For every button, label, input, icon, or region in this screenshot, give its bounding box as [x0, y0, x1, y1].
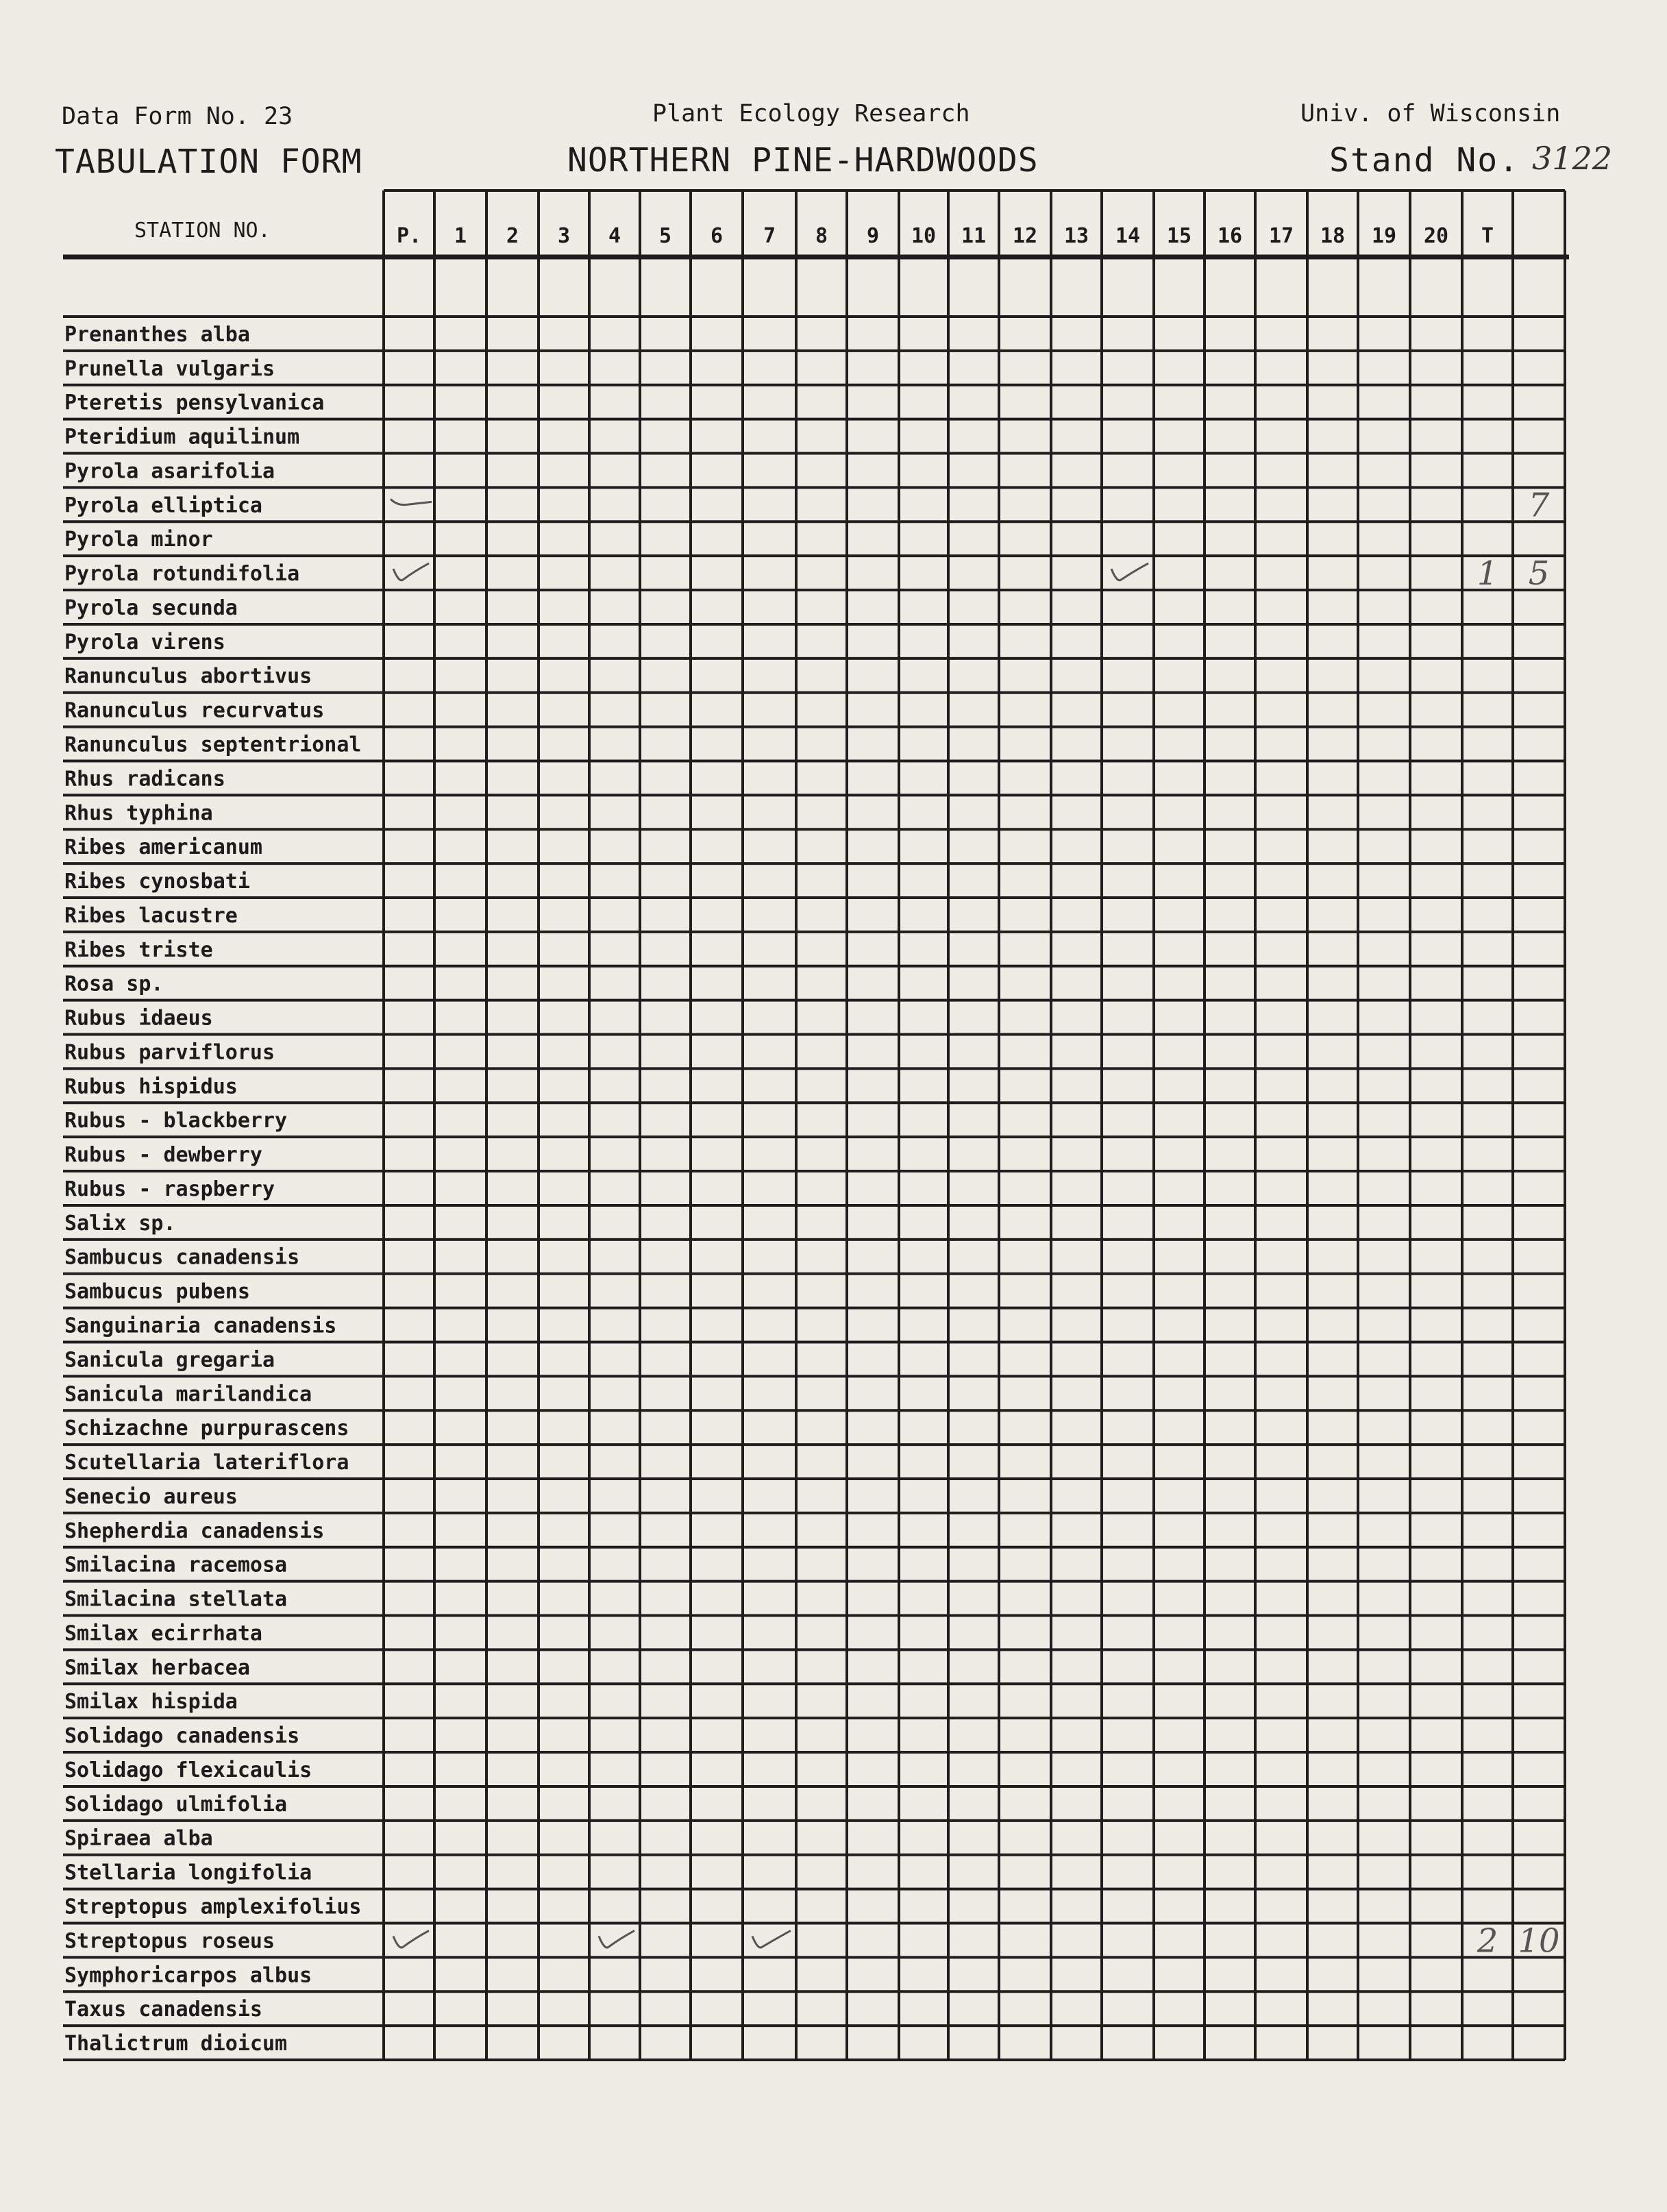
- column-header: 20: [1423, 224, 1449, 248]
- tick-mark: [391, 499, 432, 504]
- column-header: 2: [506, 224, 519, 248]
- column-header: 19: [1371, 224, 1397, 248]
- species-name: Smilax ecirrhata: [64, 1621, 262, 1646]
- species-name: Rosa sp.: [64, 972, 164, 996]
- species-name: Pyrola virens: [64, 630, 225, 654]
- column-header: 10: [911, 224, 937, 248]
- species-name: Pyrola secunda: [64, 595, 238, 620]
- species-name: Ribes americanum: [64, 835, 262, 860]
- species-name: Rubus - dewberry: [64, 1143, 262, 1168]
- species-name: Scutellaria lateriflora: [64, 1451, 349, 1475]
- species-name: Sanicula gregaria: [64, 1348, 275, 1373]
- species-name: Pyrola minor: [64, 528, 213, 552]
- column-header: 13: [1063, 224, 1089, 248]
- handwritten-value: 7: [1528, 486, 1550, 525]
- species-name: Rubus parviflorus: [64, 1040, 275, 1065]
- species-name: Ribes lacustre: [64, 903, 238, 928]
- species-name: Rubus - blackberry: [64, 1109, 288, 1133]
- species-name: Spiraea alba: [64, 1826, 213, 1851]
- species-name: Smilacina racemosa: [64, 1553, 288, 1577]
- column-header: 8: [815, 224, 828, 248]
- species-name: Streptopus amplexifolius: [64, 1895, 362, 1919]
- species-name: Taxus canadensis: [64, 1998, 262, 2022]
- species-name: Sambucus canadensis: [64, 1245, 300, 1270]
- check-mark: [1111, 563, 1148, 580]
- species-name: Streptopus roseus: [64, 1929, 275, 1954]
- species-name: Solidago ulmifolia: [64, 1792, 288, 1817]
- column-header: 17: [1268, 224, 1294, 248]
- species-name: Pyrola elliptica: [64, 493, 262, 518]
- station-number-label: STATION NO.: [134, 219, 271, 243]
- species-name: Schizachne purpurascens: [64, 1416, 349, 1441]
- column-header: 6: [710, 224, 724, 248]
- species-name: Ranunculus recurvatus: [64, 698, 325, 723]
- column-header: 14: [1115, 224, 1141, 248]
- stand-number-label: Stand No.: [1329, 141, 1520, 180]
- species-name: Salix sp.: [64, 1211, 176, 1236]
- organization-name: Plant Ecology Research: [652, 100, 970, 127]
- column-header: 18: [1320, 224, 1346, 248]
- handwritten-value: 5: [1528, 554, 1550, 593]
- column-header: 15: [1166, 224, 1192, 248]
- stand-type-title: NORTHERN PINE-HARDWOODS: [567, 141, 1039, 180]
- stand-number-value: 3122: [1532, 140, 1613, 177]
- species-name: Ribes triste: [64, 937, 213, 962]
- university-name: Univ. of Wisconsin: [1300, 100, 1561, 127]
- form-number: Data Form No. 23: [62, 103, 293, 130]
- column-header: 3: [557, 224, 571, 248]
- column-header: 16: [1217, 224, 1243, 248]
- column-header: 9: [866, 224, 880, 248]
- column-header: P.: [396, 224, 422, 248]
- column-header: 7: [763, 224, 776, 248]
- handwritten-value: 1: [1477, 554, 1498, 593]
- species-name: Stellaria longifolia: [64, 1860, 312, 1885]
- species-name: Rhus typhina: [64, 801, 213, 826]
- species-name: Smilax hispida: [64, 1690, 238, 1715]
- species-name: Pteretis pensylvanica: [64, 391, 325, 415]
- species-name: Sambucus pubens: [64, 1279, 250, 1304]
- column-header: 4: [608, 224, 621, 248]
- species-name: Prunella vulgaris: [64, 356, 275, 381]
- species-name: Rubus - raspberry: [64, 1177, 275, 1201]
- handwritten-value: 10: [1518, 1921, 1560, 1961]
- column-header: 11: [961, 224, 987, 248]
- species-name: Rhus radicans: [64, 767, 225, 791]
- species-name: Symphoricarpos albus: [64, 1963, 312, 1988]
- species-name: Ribes cynosbati: [64, 870, 250, 894]
- species-name: Smilacina stellata: [64, 1587, 288, 1612]
- handwritten-value: 2: [1477, 1921, 1498, 1961]
- species-name: Rubus hispidus: [64, 1074, 238, 1099]
- species-name: Smilax herbacea: [64, 1656, 250, 1680]
- species-name: Sanguinaria canadensis: [64, 1314, 337, 1338]
- check-mark: [599, 1930, 634, 1947]
- species-name: Solidago canadensis: [64, 1724, 300, 1749]
- column-header: T: [1481, 224, 1494, 248]
- species-name: Sanicula marilandica: [64, 1382, 312, 1407]
- species-name: Ranunculus septentrional: [64, 733, 362, 757]
- species-name: Senecio aureus: [64, 1484, 238, 1509]
- species-name: Pyrola rotundifolia: [64, 562, 300, 587]
- column-header: 12: [1012, 224, 1038, 248]
- species-name: Pteridium aquilinum: [64, 425, 300, 450]
- check-mark: [393, 1930, 429, 1947]
- species-name: Solidago flexicaulis: [64, 1758, 312, 1782]
- column-header: 1: [454, 224, 467, 248]
- species-name: Ranunculus abortivus: [64, 664, 312, 689]
- species-name: Shepherdia canadensis: [64, 1519, 325, 1543]
- column-header: 5: [658, 224, 672, 248]
- species-name: Rubus idaeus: [64, 1006, 213, 1031]
- check-mark: [393, 563, 429, 580]
- form-title: TABULATION FORM: [55, 143, 362, 181]
- species-name: Thalictrum dioicum: [64, 2032, 288, 2056]
- species-name: Pyrola asarifolia: [64, 459, 275, 484]
- species-name: Prenanthes alba: [64, 322, 250, 347]
- check-mark: [752, 1930, 791, 1947]
